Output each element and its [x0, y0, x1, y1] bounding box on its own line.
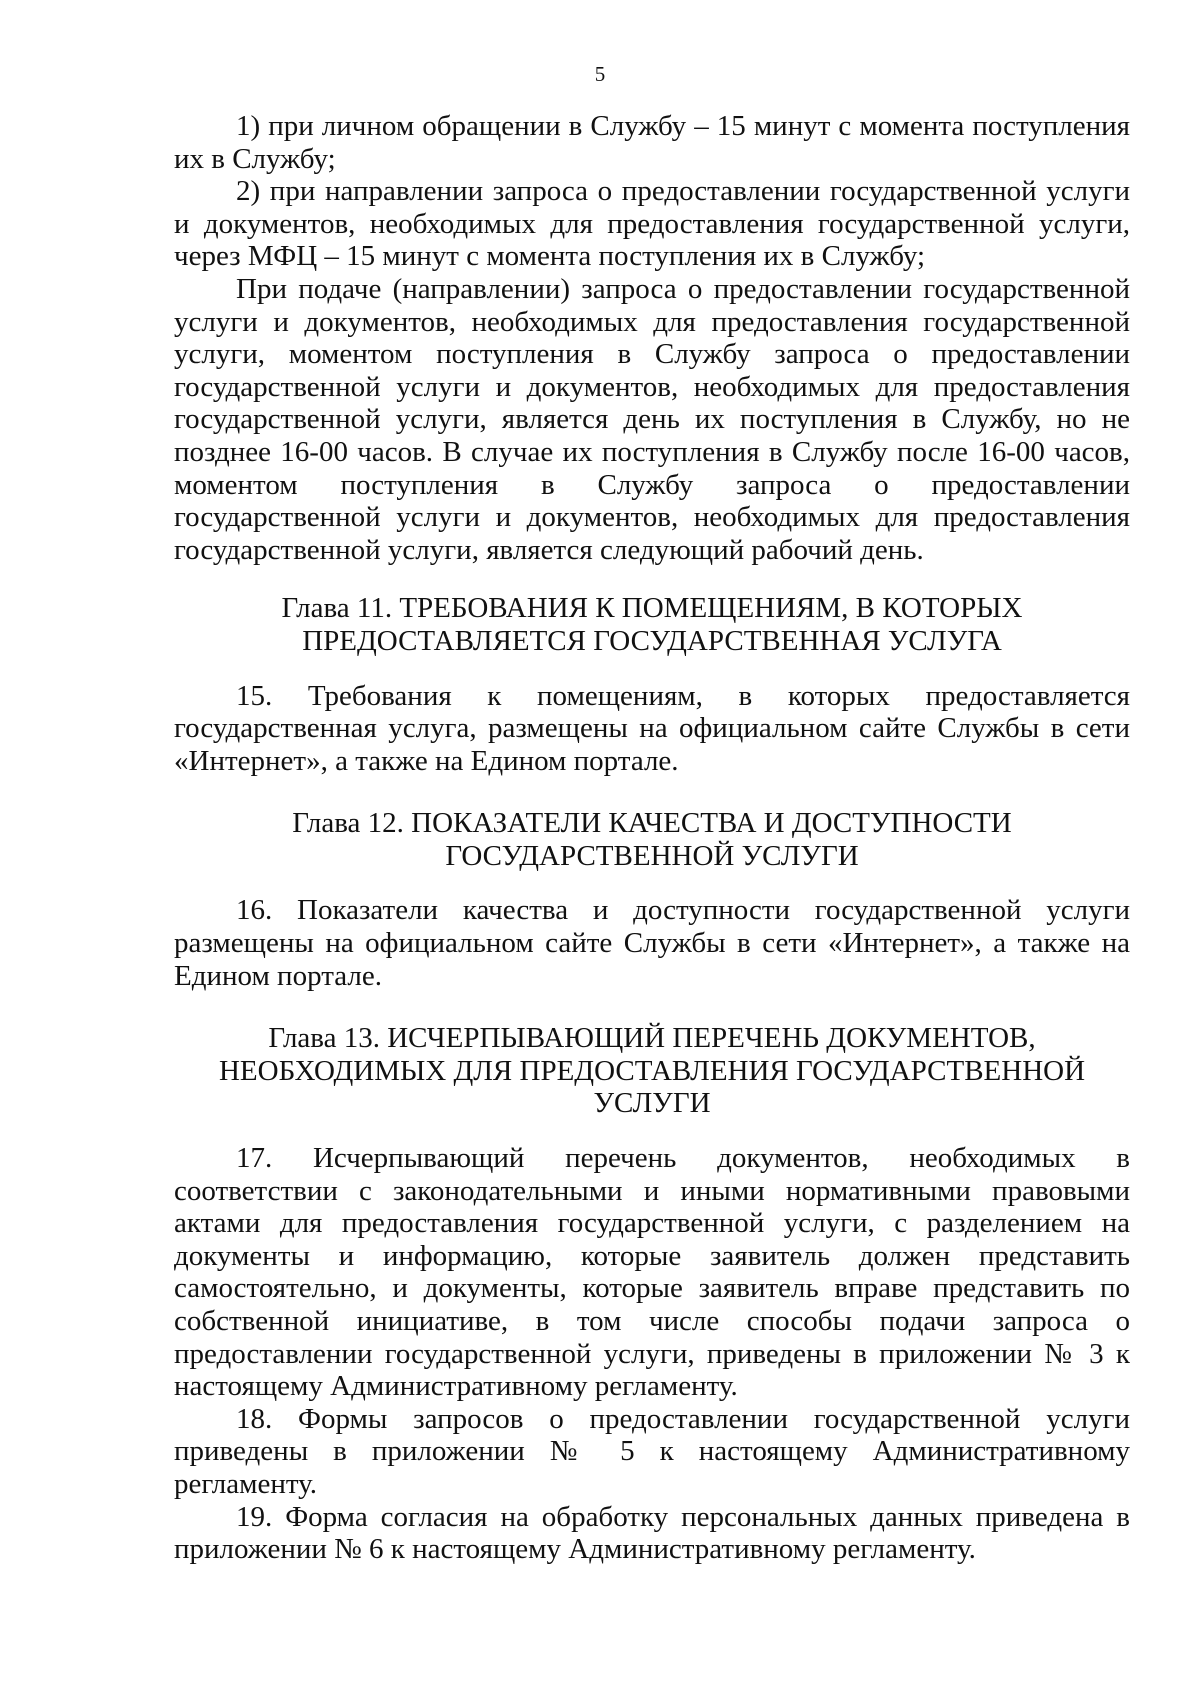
paragraph-18: 18. Формы запросов о предоставлении государственной услуги приведены в приложении № 5 к настоящему Административному регламенту. [174, 1402, 1130, 1500]
paragraph-item-2: 2) при направлении запроса о предоставлении государственной услуги и документов, необходимых для предоставления государственной услуги, через МФЦ – 15 минут с момента поступления их в Службу; [174, 175, 1130, 273]
chapter-12-heading [174, 807, 1130, 872]
paragraph-15: 15. Требования к помещениям, в которых предоставляется государственная услуга, размещены на официальном сайте Службы в сети «Интернет», а также на Едином портале. [174, 679, 1130, 777]
chapter-13-title-line-1: Глава 13. ИСЧЕРПЫВАЮЩИЙ ПЕРЕЧЕНЬ ДОКУМЕНТОВ, [268, 1022, 1036, 1055]
chapter-11-heading [174, 592, 1130, 657]
page-number: 5 [594, 62, 606, 86]
chapter-11-title-line-1: Глава 11. ТРЕБОВАНИЯ К ПОМЕЩЕНИЯМ, В КОТОРЫХ [281, 592, 1023, 625]
paragraph-19: 19. Форма согласия на обработку персональных данных приведена в приложении № 6 к настоящему Административному регламенту. [174, 1500, 1130, 1566]
chapter-13-title-line-2: НЕОБХОДИМЫХ ДЛЯ ПРЕДОСТАВЛЕНИЯ ГОСУДАРСТВЕННОЙ [218, 1054, 1086, 1087]
paragraph-16: 16. Показатели качества и доступности государственной услуги размещены на официальном сайте Службы в сети «Интернет», а также на Едином портале. [174, 894, 1130, 992]
paragraph-item-1: 1) при личном обращении в Службу – 15 минут с момента поступления их в Службу; [174, 110, 1130, 175]
document-body [174, 110, 1130, 1566]
chapter-12-title-line-1: Глава 12. ПОКАЗАТЕЛИ КАЧЕСТВА И ДОСТУПНОСТИ [292, 807, 1012, 840]
chapter-13-heading [174, 1022, 1130, 1120]
paragraph-submission-moment: При подаче (направлении) запроса о предоставлении государственной услуги и документов, необходимых для предоставления государственной услуги, моментом поступления в Службу запроса о предоставлении государственной услуги и документов, необходимых для предоставления государственной услуги, является день их поступления в Службу, но не позднее 16-00 часов. В случае их поступления в Службу после 16-00 часов, моментом поступления в Службу запроса о предоставлении государственной услуги и документов, необходимых для предоставления государственной услуги, является следующий рабочий день. [174, 272, 1130, 566]
chapter-13-title-line-3: УСЛУГИ [593, 1087, 711, 1120]
chapter-12-title-line-2: ГОСУДАРСТВЕННОЙ УСЛУГИ [445, 839, 859, 872]
paragraph-17: 17. Исчерпывающий перечень документов, необходимых в соответствии с законодательными и иными нормативными правовыми актами для предоставления государственной услуги, с разделением на документы и информацию, которые заявитель должен представить самостоятельно, и документы, которые заявитель вправе представить по собственной инициативе, в том числе способы подачи запроса о предоставлении государственной услуги, приведены в приложении № 3 к настоящему Административному регламенту. [174, 1142, 1130, 1403]
chapter-11-title-line-2: ПРЕДОСТАВЛЯЕТСЯ ГОСУДАРСТВЕННАЯ УСЛУГА [302, 624, 1002, 657]
